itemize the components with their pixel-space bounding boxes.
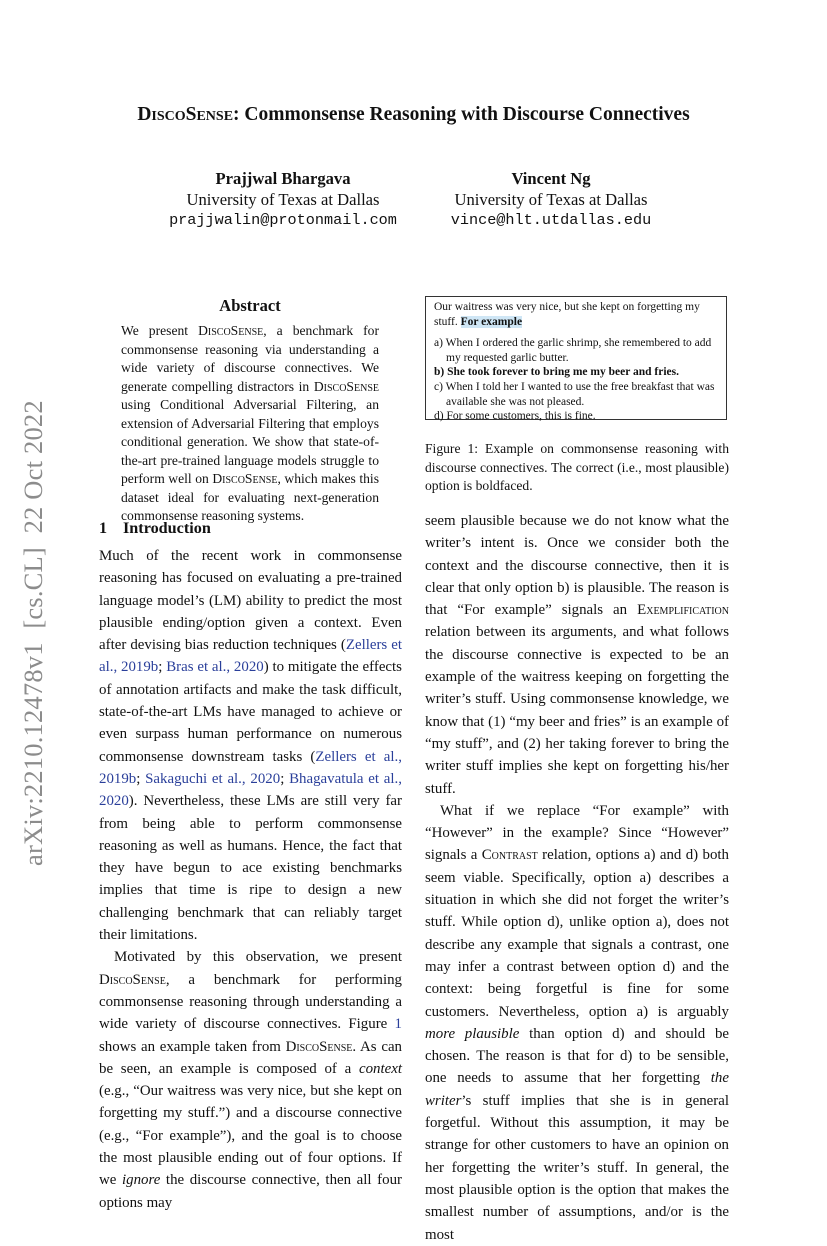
figure-context: Our waitress was very nice, but she kept on forgetting my stuff. For example (434, 301, 700, 328)
author-email: vince@hlt.utdallas.edu (450, 211, 652, 229)
author-block-2 (421, 168, 681, 231)
citation-link[interactable]: Bhagavatula et al., 2020 (99, 770, 402, 810)
intro-paragraph-4: What if we replace “For example” with “However” in the example? Since “However” signals a Contrast relation, options a) and d) both seem viable. Specifically, option a) describes a situation in which she did not forget the writer’s stuff. While option d), unlike option a), does not describe any example that signals a contrast, one may infer a contrast between option d) and the context: being forgetful is fine for some customers. Nevertheless, option a) is arguably more plausible than option d) and should be chosen. The reason is that for d) to be sensible, one needs to assume that her forgetting the writer’s stuff implies that she is in general forgetful. Without this assumption, it may be strange for other customers to have an opinion on her forgetting the writer’s stuff. In general, the most plausible option is the option that makes the smallest number of assumptions, and/or is the most (425, 802, 729, 1243)
highlighted-connective: For example (460, 315, 523, 328)
abstract-body: We present DiscoSense, a benchmark for commonsense reasoning via understanding a wide variety of discourse connectives. We generate compelling distractors in DiscoSense using Conditional Adversarial Filtering, an extension of Adversarial Filtering that employs conditional generation. We show that state-of-the-art pre-trained language models struggle to perform well on DiscoSense, which makes this dataset ideal for evaluating next-generation commonsense reasoning systems. (121, 323, 379, 523)
author-name: Vincent Ng (511, 169, 591, 188)
abstract-heading: Abstract (219, 296, 281, 315)
figure-reference-link[interactable]: 1 (394, 1016, 402, 1033)
option-b-correct: b) She took forever to bring me my beer and fries. (434, 366, 679, 379)
option-c: c) When I told her I wanted to use the free breakfast that was available she was not pleased. (434, 380, 715, 408)
intro-paragraph-3: seem plausible because we do not know what the writer’s intent is. Once we consider both the context and the discourse connective, then it is clear that only option b) is plausible. The reason is that “For example” signals an Exemplification relation between its arguments, and what follows the discourse connective is expected to be an example of the waitress keeping on forgetting the writer’s stuff. Using commonsense knowledge, we know that (1) “my beer and fries” is an example of “my stuff”, and (2) her taking forever to bring the writer stuff implies she kept on forgetting his/her stuff. (425, 513, 729, 797)
figure-1-example-box (425, 296, 727, 423)
intro-paragraph-2: Motivated by this observation, we present DiscoSense, a benchmark for performing commonsense reasoning through understanding a wide variety of discourse connectives. Figure 1 shows an example taken from DiscoSense. As can be seen, an example is composed of a context (e.g., “Our waitress was very nice, but she kept on forgetting my stuff.”) and a discourse connective (e.g., “For example”), and the goal is to choose the most plausible ending out of four options. If we ignore the discourse connective, then all four options may (99, 949, 403, 1211)
author-affiliation: University of Texas at Dallas (454, 190, 648, 209)
author-block-1 (153, 168, 413, 231)
right-column-body (425, 510, 729, 1246)
title-text: : Commonsense Reasoning with Discourse Connectives (233, 104, 690, 125)
figure-options (434, 336, 718, 424)
author-email: prajjwalin@protonmail.com (169, 211, 397, 229)
figure-1-caption: Figure 1: Example on commonsense reasoning with discourse connectives. The correct (i.e., most plausible) option is boldfaced. (425, 441, 729, 494)
citation-link[interactable]: Sakaguchi et al., 2020 (145, 770, 281, 787)
paper-title (0, 104, 827, 126)
left-column-body (99, 545, 402, 1214)
intro-paragraph-1: Much of the recent work in commonsense reasoning has focused on evaluating a pre-trained language model’s (LM) ability to predict the most plausible ending/option given a context. Even after devising bias reduction techniques (Zellers et al., 2019b; Bras et al., 2020) to mitigate the effects of annotation artifacts and make the task difficult, state-of-the-art LMs have managed to achieve or even surpass human performance on numerous commonsense downstream tasks (Zellers et al., 2019b; Sakaguchi et al., 2020; Bhagavatula et al., 2020). Nevertheless, these LMs are still very far from being able to perform commonsense reasoning as well as humans. Hence, the fact that they have begun to ace existing benchmarks implies that time is ripe to design a new challenging benchmark that can reliably target their limitations. (99, 548, 403, 944)
author-name: Prajjwal Bhargava (215, 169, 351, 188)
citation-link[interactable]: Bras et al., 2020 (166, 659, 264, 676)
citation-link[interactable]: Zellers et al., 2019b (99, 637, 403, 676)
author-affiliation: University of Texas at Dallas (186, 190, 380, 209)
section-heading-introduction: 1 Introduction (99, 519, 211, 537)
option-d: d) For some customers, this is fine. (434, 410, 596, 423)
option-a: a) When I ordered the garlic shrimp, she remembered to add my requested garlic butter. (434, 337, 712, 364)
arxiv-identifier: arXiv:2210.12478v1 [cs.CL] 22 Oct 2022 (18, 400, 48, 866)
citation-link[interactable]: Zellers et al., 2019b (99, 748, 402, 787)
title-benchmark-name: DiscoSense (137, 104, 234, 125)
